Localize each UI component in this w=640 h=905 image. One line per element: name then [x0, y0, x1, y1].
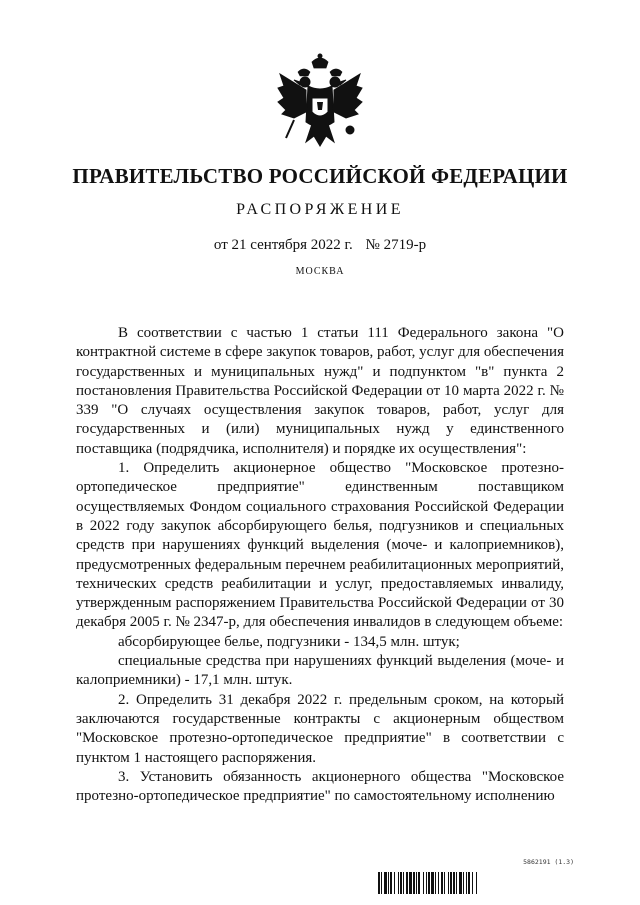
barcode-caption: 5862191 (1.3): [523, 858, 574, 866]
barcode-icon: [378, 872, 574, 894]
body-paragraph: специальные средства при нарушениях функций выделения (моче- и калоприемники) - 17,1 млн. штук.: [76, 653, 564, 689]
document-date: от 21 сентября 2022 г.: [213, 237, 353, 253]
document-body: [76, 324, 564, 806]
document-date-line: [0, 237, 640, 254]
russian-coat-of-arms-icon: [272, 52, 368, 158]
body-paragraph: 1. Определить акционерное общество "Московское протезно-ортопедическое предприятие" единственным поставщиком осуществляемых Фондом социального страхования Российской Федерации в 2022 году закупок абсорбирующего белья, подгузников и специальных средств при нарушениях функций выделения (моче- и калоприемников), предусмотренных федеральным перечнем реабилитационных мероприятий, технических средств реабилитации и услуг, предоставляемых инвалиду, утвержденным распоряжением Правительства Российской Федерации от 30 декабря 2005 г. № 2347-р, для обеспечения инвалидов в следующем объеме:: [76, 460, 564, 631]
body-paragraph: В соответствии с частью 1 статьи 111 Федерального закона "О контрактной системе в сфере закупок товаров, работ, услуг для обеспечения государственных и муниципальных нужд" и подпунктом "в" пункта 2 постановления Правительства Российской Федерации от 10 марта 2022 г. № 339 "О случаях осуществления закупок товаров, работ, услуг для государственных и (или) муниципальных нужд у единственного поставщика (подрядчика, исполнителя) и порядке их осуществления":: [76, 325, 564, 457]
document-number: № 2719-р: [365, 237, 427, 253]
body-paragraph: 2. Определить 31 декабря 2022 г. предельным сроком, на который заключаются государственные контракты с акционерным обществом "Московское протезно-ортопедическое предприятие" в соответствии с пунктом 1 настоящего распоряжения.: [76, 691, 564, 766]
body-paragraph: абсорбирующее белье, подгузники - 134,5 млн. штук;: [118, 633, 460, 650]
barcode-block: [378, 858, 574, 894]
document-type: РАСПОРЯЖЕНИЕ: [236, 201, 404, 218]
document-city: МОСКВА: [295, 266, 345, 277]
government-title: ПРАВИТЕЛЬСТВО РОССИЙСКОЙ ФЕДЕРАЦИИ: [72, 164, 568, 188]
body-paragraph: 3. Установить обязанность акционерного общества "Московское протезно-ортопедическое предприятие" по самостоятельному исполнению: [76, 768, 564, 805]
